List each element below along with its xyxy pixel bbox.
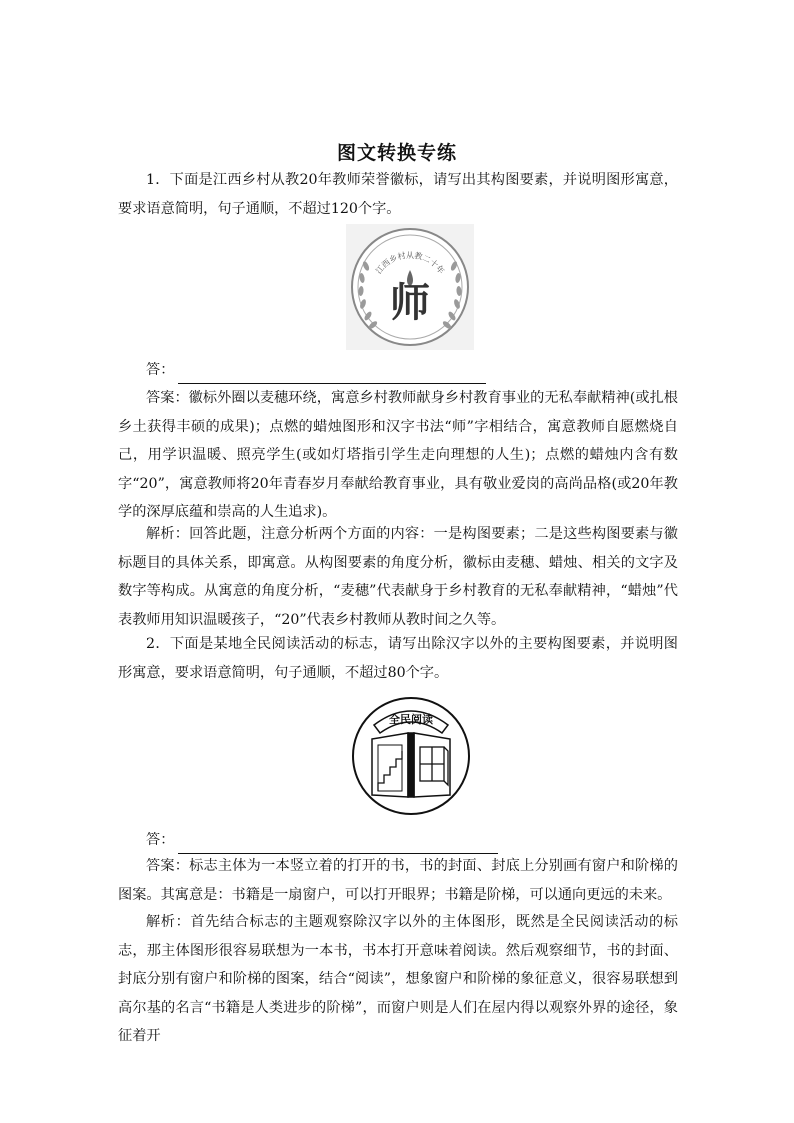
page-title: 图文转换专练 — [336, 142, 457, 164]
rural-teacher-emblem — [346, 224, 474, 350]
answer-2-text: 答案：标志主体为一本竖立着的打开的书，书的封面、封底上分别画有窗户和阶梯的图案。其寓意是：书籍是一扇窗户，可以打开眼界；书籍是阶梯，可以通向更远的未来。 — [118, 858, 678, 903]
answer-label-1: 答： — [146, 362, 175, 378]
reading-logo-text: 全民阅读 — [389, 713, 433, 726]
open-book-icon — [372, 733, 450, 797]
emblem-graphic — [346, 224, 474, 350]
question-1-text: 1．下面是江西乡村从教20年教师荣誉徽标，请写出其构图要素，并说明图形寓意，要求语意简明，句子通顺，不超过120个字。 — [118, 172, 678, 217]
answer-line-2[interactable] — [146, 826, 498, 854]
answer-label-2: 答： — [146, 832, 175, 848]
question-2-text: 2．下面是某地全民阅读活动的标志，请写出除汉字以外的主要构图要素，并说明图形寓意，要求语意简明，句子通顺，不超过80个字。 — [118, 636, 678, 681]
answer-line-1[interactable] — [146, 356, 486, 384]
answer-blank-1[interactable] — [178, 365, 486, 384]
national-reading-logo — [350, 695, 472, 817]
analysis-2-text: 解析：首先结合标志的主题观察除汉字以外的主体图形，既然是全民阅读活动的标志，那主体图形很容易联想为一本书，书本打开意味着阅读。然后观察细节，书的封面、封底分别有窗户和阶梯的图案，结合“阅读”，想象窗户和阶梯的象征意义，很容易联想到高尔基的名言“书籍是人类进步的阶梯”，而窗户则是人们在屋内得以观察外界的途径，象征着开 — [118, 914, 678, 1044]
analysis-1-text: 解析：回答此题，注意分析两个方面的内容：一是构图要素；二是这些构图要素与徽标题目的具体关系，即寓意。从构图要素的角度分析，徽标由麦穗、蜡烛、相关的文字及数字等构成。从寓意的角度分析，“麦穗”代表献身于乡村教育的无私奉献精神，“蜡烛”代表教师用知识温暖孩子，“20”代表乡村教师从教时间之久等。 — [118, 526, 678, 628]
answer-1-text: 答案：徽标外圈以麦穗环绕，寓意乡村教师献身乡村教育事业的无私奉献精神(或扎根乡土获得丰硕的成果)；点燃的蜡烛图形和汉字书法“师”字相结合，寓意教师自愿燃烧自己，用学识温暖、照亮学生(或如灯塔指引学生走向理想的人生)；点燃的蜡烛内含有数字“20”，寓意教师将20年青春岁月奉献给教育事业，具有敬业爱岗的高尚品格(或20年教学的深厚底蕴和崇高的人生追求)。 — [118, 390, 678, 520]
emblem-ring-text: 江西乡村从教二十年 — [373, 250, 447, 276]
reading-logo-graphic — [350, 695, 472, 817]
emblem-main-char: 师 — [390, 280, 430, 326]
